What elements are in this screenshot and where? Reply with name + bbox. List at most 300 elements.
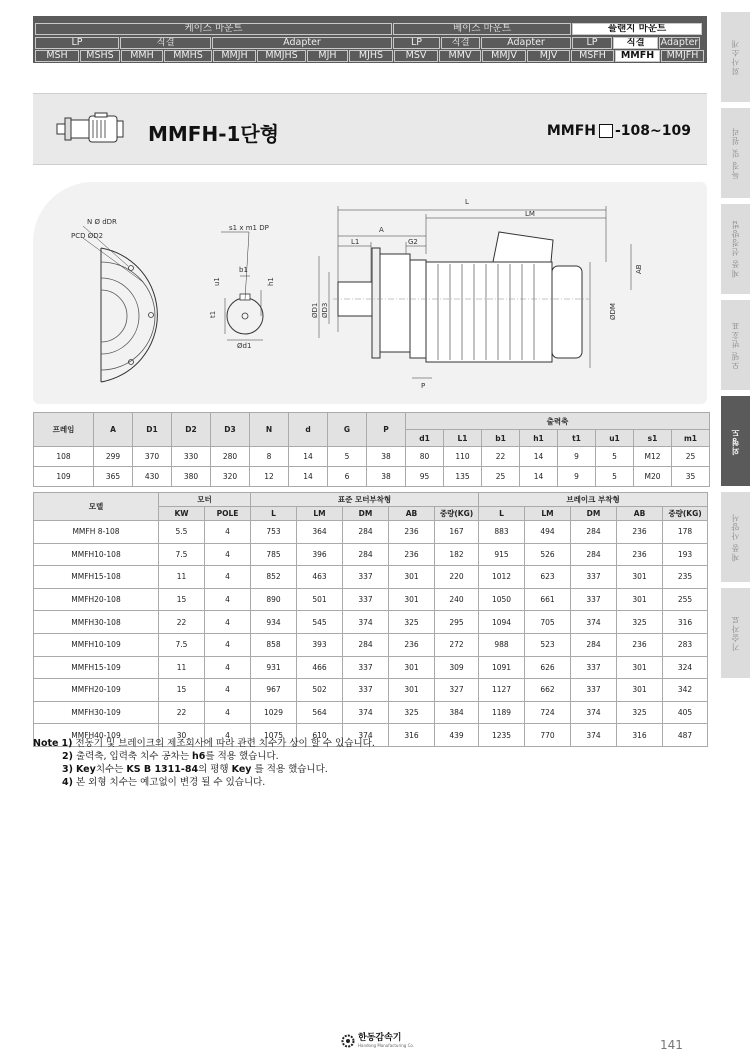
column-header: D3	[211, 413, 250, 447]
table-cell: 8	[250, 447, 289, 467]
table-cell: 364	[297, 521, 343, 544]
nav-model-mmfh[interactable]: MMFH	[615, 50, 660, 62]
table-cell: 610	[297, 724, 343, 747]
nav-case-direct[interactable]: 직결	[120, 37, 211, 49]
column-header: 중량(KG)	[435, 507, 479, 521]
table-cell: 22	[482, 447, 520, 467]
table-cell: 770	[525, 724, 571, 747]
side-tab-label: 기술자료	[731, 615, 740, 651]
motor-group-header: 모터	[159, 493, 251, 507]
nav-model-mmjv[interactable]: MMJV	[482, 50, 526, 62]
table-cell: 1127	[479, 679, 525, 702]
label-b1: b1	[239, 266, 248, 274]
table-cell: 9	[558, 447, 596, 467]
table-cell: 487	[663, 724, 708, 747]
table-cell: 370	[133, 447, 172, 467]
table-cell: 337	[571, 588, 617, 611]
label-L1: L1	[351, 238, 360, 246]
table-cell: 380	[172, 467, 211, 487]
label-DM: ØDM	[609, 303, 617, 320]
model-code	[547, 123, 691, 139]
table-cell: 5	[328, 447, 367, 467]
column-header: A	[94, 413, 133, 447]
table-cell: 240	[435, 588, 479, 611]
label-D3: ØD3	[321, 302, 329, 318]
table-cell: 301	[617, 656, 663, 679]
table-cell: 167	[435, 521, 479, 544]
table-cell: 6	[328, 467, 367, 487]
table-cell: 374	[343, 724, 389, 747]
label-n-ddr: N Ø dDR	[87, 218, 117, 226]
table-cell: 14	[289, 447, 328, 467]
table-cell: 4	[205, 588, 251, 611]
note-number: 3)	[62, 764, 73, 775]
table-row	[34, 467, 710, 487]
table-cell: 502	[297, 679, 343, 702]
table-cell: 890	[251, 588, 297, 611]
column-header: DM	[343, 507, 389, 521]
nav-base-mount[interactable]: 베이스 마운트	[393, 23, 571, 35]
table-cell: 9	[558, 467, 596, 487]
table-cell: 135	[444, 467, 482, 487]
table-cell: 337	[343, 566, 389, 589]
company-logo	[341, 1033, 414, 1048]
table-cell: 934	[251, 611, 297, 634]
table-cell: 295	[435, 611, 479, 634]
table-cell: 301	[617, 566, 663, 589]
table-cell: 931	[251, 656, 297, 679]
table-row	[34, 543, 708, 566]
table-cell: 337	[343, 588, 389, 611]
side-tab-model-number[interactable]	[721, 300, 750, 392]
nav-case-lp[interactable]: LP	[35, 37, 119, 49]
label-AB: AB	[635, 264, 643, 274]
notes-block	[33, 737, 693, 789]
table-cell: 236	[389, 633, 435, 656]
table-cell: 4	[205, 724, 251, 747]
table-cell: 12	[250, 467, 289, 487]
table-cell: 236	[617, 633, 663, 656]
table-cell: 785	[251, 543, 297, 566]
note-text-bold: Key	[75, 764, 96, 775]
note-1	[33, 737, 693, 750]
table-cell: 193	[663, 543, 708, 566]
table-cell: 337	[343, 679, 389, 702]
page-title: MMFH-1단형	[148, 122, 280, 146]
table-cell: 337	[571, 656, 617, 679]
nav-base-adapter[interactable]: Adapter	[481, 37, 571, 49]
nav-flange-direct[interactable]: 직결	[613, 37, 658, 49]
table-cell: 396	[297, 543, 343, 566]
note-text-bold: KS B 1311-84	[126, 764, 199, 775]
table-cell: 327	[435, 679, 479, 702]
model-code-prefix: MMFH	[546, 123, 596, 139]
column-header: AB	[389, 507, 435, 521]
model-spec-rows	[34, 521, 708, 747]
label-LM: LM	[525, 210, 535, 218]
note-text: 전동기 및 브레이크의 제조회사에 따라 관련 치수가 상이 할 수 있습니다.	[75, 738, 375, 749]
table-cell: 236	[617, 521, 663, 544]
nav-case-mount[interactable]: 케이스 마운트	[35, 23, 392, 35]
table-cell: 330	[172, 447, 211, 467]
table-cell: 526	[525, 543, 571, 566]
table-cell: 626	[525, 656, 571, 679]
table-row	[34, 679, 708, 702]
label-s1-m1: s1 x m1 DP	[229, 224, 269, 232]
table-cell: 4	[205, 679, 251, 702]
table-cell: 1029	[251, 701, 297, 724]
table-cell: MMFH 8-108	[34, 521, 159, 544]
column-header: h1	[520, 430, 558, 447]
side-tab-label: 외형도	[731, 427, 740, 455]
table-cell: MMFH40-109	[34, 724, 159, 747]
table-cell: MMFH20-108	[34, 588, 159, 611]
side-tab-label: 제품 선정방법	[731, 220, 740, 278]
note-text: 출력축, 입력축 치수 공차는	[75, 751, 193, 762]
table-cell: 915	[479, 543, 525, 566]
technical-drawing	[33, 182, 707, 404]
table-cell: 301	[617, 679, 663, 702]
table-cell: 25	[482, 467, 520, 487]
table-cell: 523	[525, 633, 571, 656]
table-cell: 236	[617, 543, 663, 566]
table-cell: 22	[159, 701, 205, 724]
column-header: L	[479, 507, 525, 521]
table-cell: 301	[389, 588, 435, 611]
nav-model-mjv[interactable]: MJV	[527, 50, 570, 62]
table-cell: 11	[159, 566, 205, 589]
table-cell: 405	[663, 701, 708, 724]
table-row	[34, 701, 708, 724]
table-row	[34, 566, 708, 589]
column-header: L	[251, 507, 297, 521]
table-cell: 325	[617, 611, 663, 634]
table-cell: 15	[159, 588, 205, 611]
table-cell: MMFH20-109	[34, 679, 159, 702]
table-cell: 1189	[479, 701, 525, 724]
label-D1: ØD1	[311, 302, 319, 318]
table-cell: 320	[211, 467, 250, 487]
nav-model-mshs[interactable]: MSHS	[80, 50, 120, 62]
title-band	[33, 93, 707, 165]
table-cell: 342	[663, 679, 708, 702]
table-cell: 299	[94, 447, 133, 467]
table-cell: 22	[159, 611, 205, 634]
table-cell: 284	[343, 543, 389, 566]
table-cell: 753	[251, 521, 297, 544]
label-u1: u1	[213, 277, 221, 286]
nav-model-msv[interactable]: MSV	[394, 50, 438, 62]
nav-base-lp[interactable]: LP	[393, 37, 440, 49]
note-text: 를 적용 했습니다.	[205, 751, 279, 762]
table-cell: 301	[389, 679, 435, 702]
note-number: 2)	[62, 751, 73, 762]
label-pcd: PCD ØD2	[71, 232, 104, 240]
note-number: 1)	[61, 738, 73, 749]
label-G2: G2	[408, 238, 418, 246]
column-header: u1	[596, 430, 634, 447]
table-cell: 365	[94, 467, 133, 487]
nav-model-mmjh[interactable]: MMJH	[213, 50, 256, 62]
table-cell: 374	[571, 611, 617, 634]
ratio-placeholder-box	[599, 124, 613, 138]
nav-model-mmjfh[interactable]: MMJFH	[661, 50, 704, 62]
nav-model-mjh[interactable]: MJH	[307, 50, 348, 62]
table-row	[34, 656, 708, 679]
product-nav	[33, 16, 707, 63]
column-header: AB	[617, 507, 663, 521]
column-header: L1	[444, 430, 482, 447]
shaft-section-view	[209, 224, 275, 350]
table-cell: 337	[571, 679, 617, 702]
table-cell: 325	[389, 701, 435, 724]
column-header: G	[328, 413, 367, 447]
table-cell: 35	[672, 467, 710, 487]
table-cell: 430	[133, 467, 172, 487]
nav-model-mmhs[interactable]: MMHS	[164, 50, 212, 62]
table-cell: 7.5	[159, 633, 205, 656]
model-spec-table	[33, 492, 708, 747]
table-header-row	[34, 413, 710, 430]
output-shaft-group-header: 출력축	[406, 413, 710, 430]
label-t1: t1	[209, 310, 217, 318]
table-cell: 236	[389, 521, 435, 544]
nav-type-row	[35, 37, 705, 49]
column-header: b1	[482, 430, 520, 447]
table-cell: 95	[406, 467, 444, 487]
column-header: t1	[558, 430, 596, 447]
table-cell: 662	[525, 679, 571, 702]
table-cell: MMFH30-108	[34, 611, 159, 634]
table-cell: 4	[205, 611, 251, 634]
table-cell: 1091	[479, 656, 525, 679]
flange-face-view	[71, 218, 157, 382]
table-cell: 1050	[479, 588, 525, 611]
dimension-drawing	[33, 182, 707, 404]
table-cell: 466	[297, 656, 343, 679]
table-cell: 284	[571, 633, 617, 656]
table-cell: 4	[205, 566, 251, 589]
table-cell: 1075	[251, 724, 297, 747]
label-L: L	[465, 198, 469, 206]
side-tab-features[interactable]	[721, 108, 750, 200]
table-cell: 284	[571, 521, 617, 544]
table-cell: 883	[479, 521, 525, 544]
table-cell: 1094	[479, 611, 525, 634]
table-cell: M12	[634, 447, 672, 467]
table-cell: 4	[205, 701, 251, 724]
label-d1: Ød1	[237, 342, 252, 350]
table-cell: 374	[571, 724, 617, 747]
nav-flange-lp[interactable]: LP	[572, 37, 612, 49]
note-3	[33, 763, 693, 776]
table-cell: 967	[251, 679, 297, 702]
note-text-bold: Key	[231, 764, 252, 775]
table-cell: 80	[406, 447, 444, 467]
table-cell: 4	[205, 521, 251, 544]
table-cell: 337	[571, 566, 617, 589]
table-cell: 4	[205, 633, 251, 656]
table-cell: 109	[34, 467, 94, 487]
table-cell: 1235	[479, 724, 525, 747]
column-header: D2	[172, 413, 211, 447]
table-cell: 272	[435, 633, 479, 656]
brake-motor-group-header: 브레이크 부착형	[479, 493, 708, 507]
table-cell: 14	[289, 467, 328, 487]
nav-flange-adapter[interactable]: Adapter	[660, 37, 699, 48]
table-cell: 545	[297, 611, 343, 634]
note-text: 본 외형 치수는 예고없이 변경 될 수 있습니다.	[75, 777, 266, 788]
table-cell: 25	[672, 447, 710, 467]
column-header: P	[367, 413, 406, 447]
table-cell: 14	[520, 447, 558, 467]
frame-dimension-table	[33, 412, 710, 487]
table-cell: 374	[571, 701, 617, 724]
table-header-row	[34, 493, 708, 507]
standard-motor-group-header: 표준 모터부착형	[251, 493, 479, 507]
gear-logo-icon	[341, 1034, 355, 1048]
table-cell: 38	[367, 447, 406, 467]
table-cell: 30	[159, 724, 205, 747]
section-side-tabs	[721, 12, 750, 672]
nav-model-row	[35, 50, 705, 62]
column-header: LM	[297, 507, 343, 521]
table-cell: 284	[343, 633, 389, 656]
table-cell: 283	[663, 633, 708, 656]
nav-model-msh[interactable]: MSH	[35, 50, 79, 62]
nav-model-mmjhs[interactable]: MMJHS	[257, 50, 306, 62]
table-cell: 284	[571, 543, 617, 566]
table-cell: 393	[297, 633, 343, 656]
table-cell: MMFH15-109	[34, 656, 159, 679]
side-tab-label: 특징 및 원리	[731, 126, 740, 180]
company-name: 한동감속기	[358, 1033, 402, 1043]
nav-base-direct[interactable]: 직결	[441, 37, 480, 49]
side-tab-label: 회사소개	[731, 39, 740, 75]
table-cell: 301	[389, 566, 435, 589]
note-label: Note	[33, 738, 59, 749]
company-name-en: Handong Manufacturing Co.	[358, 1043, 415, 1048]
table-row	[34, 588, 708, 611]
column-header: d1	[406, 430, 444, 447]
table-cell: 852	[251, 566, 297, 589]
table-cell: 301	[389, 656, 435, 679]
column-header: DM	[571, 507, 617, 521]
table-cell: 284	[343, 521, 389, 544]
column-header: LM	[525, 507, 571, 521]
nav-mount-row	[35, 23, 705, 35]
column-header: N	[250, 413, 289, 447]
model-code-suffix: -108~109	[615, 123, 691, 139]
table-cell: 110	[444, 447, 482, 467]
table-row	[34, 633, 708, 656]
nav-model-mmh[interactable]: MMH	[121, 50, 163, 62]
side-tab-technical[interactable]	[721, 588, 750, 680]
side-tab-label: 모델 번호표	[731, 320, 740, 370]
table-cell: 374	[343, 611, 389, 634]
page-number: 141	[660, 1038, 683, 1052]
side-tab-selection[interactable]	[721, 204, 750, 296]
table-cell: 14	[520, 467, 558, 487]
table-cell: 324	[663, 656, 708, 679]
side-tab-label: 제품 사양서	[731, 512, 740, 562]
nav-flange-mount[interactable]: 플랜지 마운트	[572, 23, 702, 35]
note-text: 를 적용 했습니다.	[251, 764, 328, 775]
column-header: s1	[634, 430, 672, 447]
note-text-bold: h6	[192, 751, 206, 762]
table-cell: 5	[596, 447, 634, 467]
table-row	[34, 611, 708, 634]
table-cell: 108	[34, 447, 94, 467]
table-cell: 309	[435, 656, 479, 679]
side-elevation-view	[311, 198, 643, 390]
side-tab-specs[interactable]	[721, 492, 750, 584]
table-cell: 316	[663, 611, 708, 634]
table-cell: 235	[663, 566, 708, 589]
table-cell: 439	[435, 724, 479, 747]
nav-model-msfh[interactable]: MSFH	[571, 50, 614, 62]
table-cell: 661	[525, 588, 571, 611]
table-cell: 316	[389, 724, 435, 747]
table-cell: 38	[367, 467, 406, 487]
table-cell: 301	[617, 588, 663, 611]
side-tab-company[interactable]	[721, 12, 750, 104]
side-tab-dimensions[interactable]	[721, 396, 750, 488]
note-text: 의 평행	[198, 764, 232, 775]
table-cell: 15	[159, 679, 205, 702]
gearmotor-thumbnail-icon	[55, 112, 125, 146]
label-h1: h1	[267, 277, 275, 286]
column-header: KW	[159, 507, 205, 521]
note-number: 4)	[62, 777, 73, 788]
table-cell: 501	[297, 588, 343, 611]
label-A: A	[379, 226, 384, 234]
table-cell: 280	[211, 447, 250, 467]
table-cell: MMFH30-109	[34, 701, 159, 724]
nav-model-mmv[interactable]: MMV	[439, 50, 481, 62]
table-cell: 724	[525, 701, 571, 724]
table-row	[34, 521, 708, 544]
table-cell: 7.5	[159, 543, 205, 566]
note-text: 치수는	[95, 764, 127, 775]
table-cell: 4	[205, 543, 251, 566]
column-header-model: 모델	[34, 493, 159, 521]
table-cell: 494	[525, 521, 571, 544]
table-cell: 255	[663, 588, 708, 611]
table-cell: 325	[389, 611, 435, 634]
table-cell: 374	[343, 701, 389, 724]
table-cell: 5.5	[159, 521, 205, 544]
table-cell: 564	[297, 701, 343, 724]
column-header: 프레임	[34, 413, 94, 447]
note-4	[33, 776, 693, 789]
nav-case-adapter[interactable]: Adapter	[212, 37, 392, 49]
table-cell: 236	[389, 543, 435, 566]
table-cell: 11	[159, 656, 205, 679]
table-cell: 463	[297, 566, 343, 589]
table-cell: MMFH10-109	[34, 633, 159, 656]
label-P: P	[421, 382, 426, 390]
table-cell: 182	[435, 543, 479, 566]
table-cell: 337	[343, 656, 389, 679]
note-2	[33, 750, 693, 763]
table-cell: MMFH10-108	[34, 543, 159, 566]
nav-model-mjhs[interactable]: MJHS	[349, 50, 393, 62]
table-cell: 988	[479, 633, 525, 656]
table-cell: 316	[617, 724, 663, 747]
table-cell: 858	[251, 633, 297, 656]
table-row	[34, 447, 710, 467]
